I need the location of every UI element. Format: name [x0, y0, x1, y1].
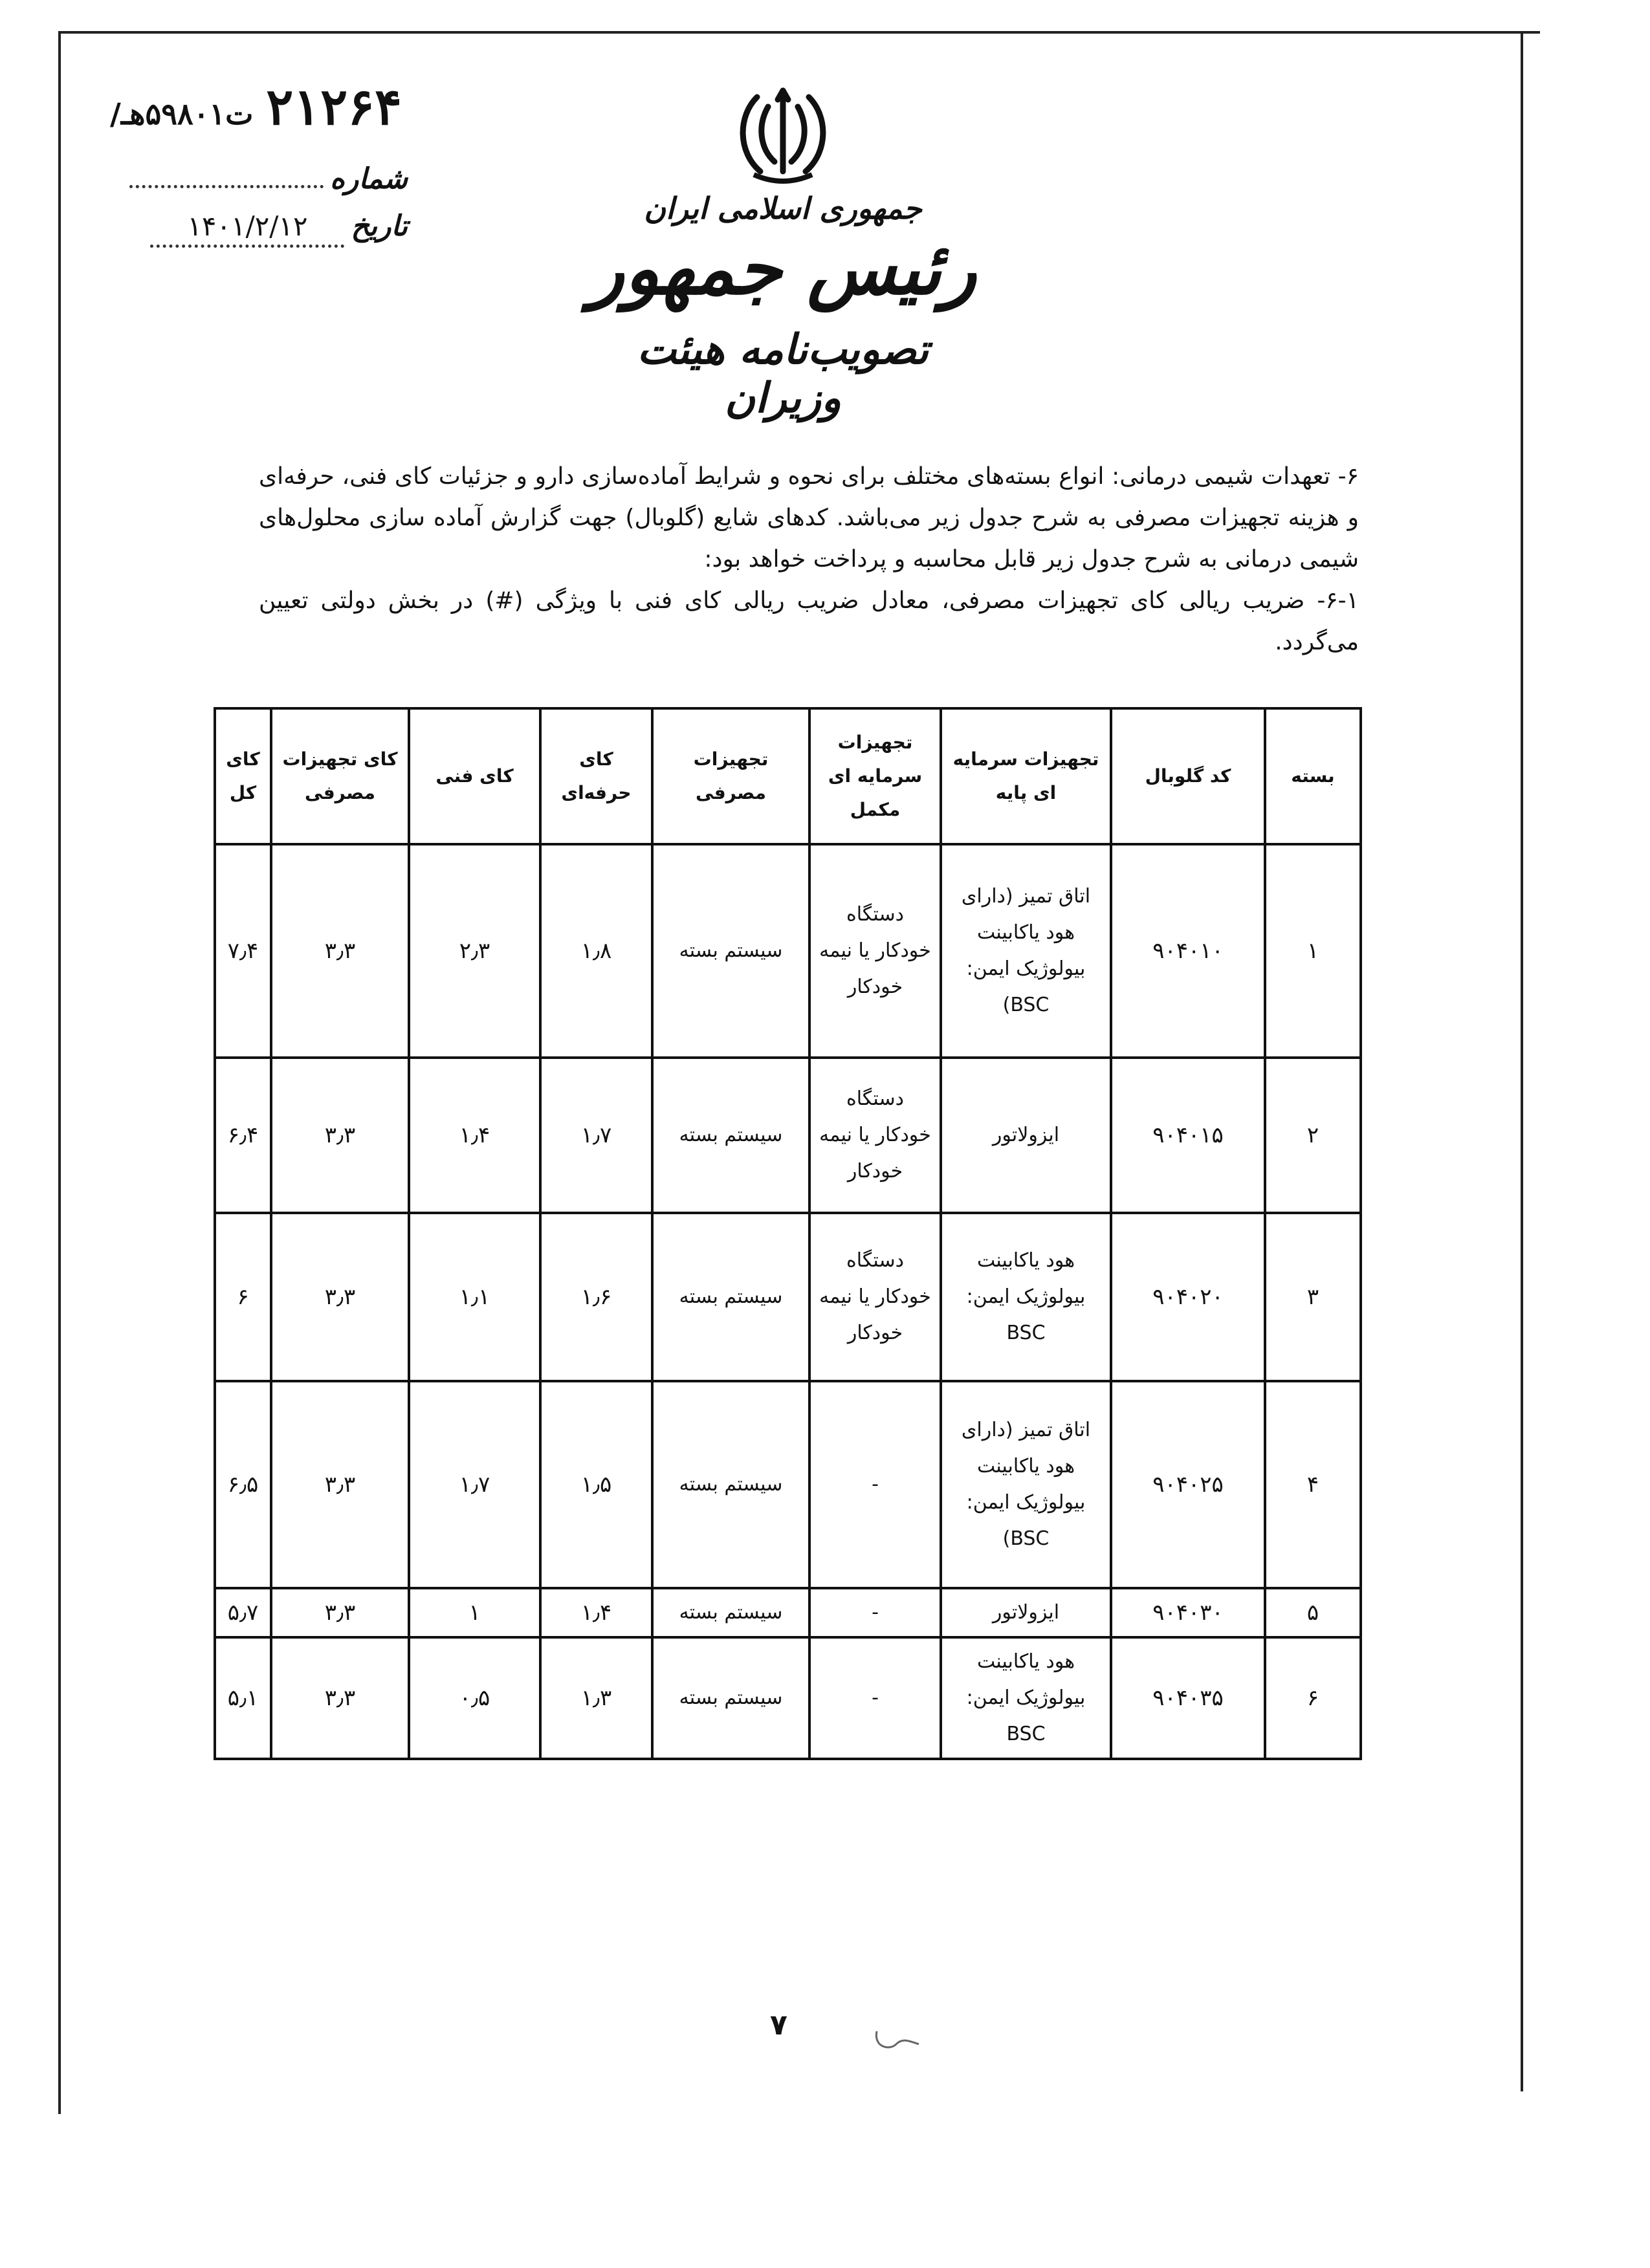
national-emblem-icon: [728, 78, 838, 188]
cell-total-k: ۷٫۴: [215, 844, 271, 1058]
approval-title: تصویب‌نامه هیئت وزیران: [637, 325, 929, 423]
paragraph-chemotherapy: ۶- تعهدات شیمی درمانی: انواع بسته‌های مختلف برای نحوه و شرایط آماده‌سازی دارو و جزئیات کای فنی، حرفه‌ای و هزینه تجهیزات مصرفی به شرح جدول زیر می‌باشد. کدهای شایع (گلوبال) جهت گزارش آماده سازی محلول‌های شیمی درمانی به شرح جدول زیر قابل محاسبه و پرداخت خواهد بود:: [259, 463, 1359, 572]
cell-total-k: ۶٫۵: [215, 1381, 271, 1588]
reference-number: ۲۱۲۶۴: [266, 78, 402, 136]
cell-professional-k: ۱٫۳: [540, 1637, 652, 1759]
cell-consumables-k: ۳٫۳: [271, 1588, 409, 1637]
cell-global-code: ۹۰۴۰۳۰: [1111, 1588, 1265, 1637]
date-row: [110, 210, 408, 248]
table-row: [215, 1381, 1361, 1588]
cell-consumables-k: ۳٫۳: [271, 1213, 409, 1381]
page-number: ۷: [770, 2009, 787, 2042]
header-package: بسته: [1265, 708, 1361, 844]
cell-global-code: ۹۰۴۰۲۵: [1111, 1381, 1265, 1588]
cell-consumables: سیستم بسته: [652, 1637, 809, 1759]
number-label: شماره: [329, 162, 408, 195]
cell-global-code: ۹۰۴۰۲۰: [1111, 1213, 1265, 1381]
number-row: [110, 162, 408, 195]
table-row: [215, 1058, 1361, 1213]
cell-consumables-k: ۳٫۳: [271, 1058, 409, 1213]
cell-total-k: ۵٫۷: [215, 1588, 271, 1637]
cell-professional-k: ۱٫۴: [540, 1588, 652, 1637]
page-border-left: [58, 31, 61, 2114]
cell-global-code: ۹۰۴۰۳۵: [1111, 1637, 1265, 1759]
table-row: [215, 1588, 1361, 1637]
cell-professional-k: ۱٫۵: [540, 1381, 652, 1588]
page-border-top: [58, 31, 1540, 34]
header-global-code: کد گلوبال: [1111, 708, 1265, 844]
cell-consumables: سیستم بسته: [652, 1381, 809, 1588]
cell-technical-k: ۲٫۳: [409, 844, 540, 1058]
cell-technical-k: ۰٫۵: [409, 1637, 540, 1759]
cell-package: ۲: [1265, 1058, 1361, 1213]
cell-professional-k: ۱٫۶: [540, 1213, 652, 1381]
cell-base-equipment: اتاق تمیز (دارای هود یاکابینت بیولوژیک ایمن: BSC): [941, 844, 1111, 1058]
letterhead: [582, 191, 984, 422]
cell-package: ۶: [1265, 1637, 1361, 1759]
cell-global-code: ۹۰۴۰۱۵: [1111, 1058, 1265, 1213]
table-row: [215, 1637, 1361, 1759]
date-label: تاریخ: [351, 210, 408, 243]
cell-professional-k: ۱٫۷: [540, 1058, 652, 1213]
letter-reference-block: [110, 78, 408, 248]
cell-complementary-equipment: دستگاه خودکار یا نیمه خودکار: [809, 844, 941, 1058]
cell-complementary-equipment: -: [809, 1381, 941, 1588]
cell-complementary-equipment: دستگاه خودکار یا نیمه خودکار: [809, 1058, 941, 1213]
cell-consumables-k: ۳٫۳: [271, 844, 409, 1058]
cell-technical-k: ۱٫۱: [409, 1213, 540, 1381]
paragraph-rial-coefficient: ۶-۱- ضریب ریالی کای تجهیزات مصرفی، معادل ضریب ریالی کای فنی با ویژگی (#) در بخش دولتی تعیین می‌گردد.: [259, 587, 1359, 655]
cell-complementary-equipment: -: [809, 1588, 941, 1637]
cell-base-equipment: اتاق تمیز (دارای هود یاکابینت بیولوژیک ایمن: BSC): [941, 1381, 1111, 1588]
republic-title: جمهوری اسلامی ایران: [644, 191, 922, 226]
cell-total-k: ۵٫۱: [215, 1637, 271, 1759]
cell-consumables: سیستم بسته: [652, 1213, 809, 1381]
cell-technical-k: ۱٫۴: [409, 1058, 540, 1213]
cell-total-k: ۶٫۴: [215, 1058, 271, 1213]
cell-professional-k: ۱٫۸: [540, 844, 652, 1058]
table-row: [215, 844, 1361, 1058]
cell-consumables: سیستم بسته: [652, 1058, 809, 1213]
cell-package: ۵: [1265, 1588, 1361, 1637]
cell-package: ۴: [1265, 1381, 1361, 1588]
cell-consumables: سیستم بسته: [652, 844, 809, 1058]
header-technical-k: کای فنی: [409, 708, 540, 844]
cell-package: ۱: [1265, 844, 1361, 1058]
reference-code: /ت۵۹۸۰۱هـ: [110, 96, 254, 131]
cell-consumables-k: ۳٫۳: [271, 1637, 409, 1759]
cell-complementary-equipment: دستگاه خودکار یا نیمه خودکار: [809, 1213, 941, 1381]
cell-total-k: ۶: [215, 1213, 271, 1381]
handwritten-mark-icon: [870, 2025, 922, 2057]
president-title: رئیس جمهور: [589, 226, 977, 311]
header-professional-k: کای حرفه‌ای: [540, 708, 652, 844]
cell-global-code: ۹۰۴۰۱۰: [1111, 844, 1265, 1058]
header-base-equipment: تجهیزات سرمایه ای پایه: [941, 708, 1111, 844]
cell-base-equipment: ایزولاتور: [941, 1588, 1111, 1637]
table-row: [215, 1213, 1361, 1381]
cell-technical-k: ۱٫۷: [409, 1381, 540, 1588]
header-consumables-k: کای تجهیزات مصرفی: [271, 708, 409, 844]
table-header-row: [215, 708, 1361, 844]
cell-complementary-equipment: -: [809, 1637, 941, 1759]
date-value: ۱۴۰۱/۲/۱۲: [150, 210, 344, 248]
header-complementary-equipment: تجهیزات سرمایه ای مکمل: [809, 708, 941, 844]
number-value: [129, 182, 324, 188]
cell-consumables-k: ۳٫۳: [271, 1381, 409, 1588]
cell-technical-k: ۱: [409, 1588, 540, 1637]
cell-package: ۳: [1265, 1213, 1361, 1381]
cell-consumables: سیستم بسته: [652, 1588, 809, 1637]
cell-base-equipment: هود یاکابینت بیولوژیک ایمن: BSC: [941, 1213, 1111, 1381]
packages-table: [214, 707, 1362, 1760]
document-body: [259, 456, 1359, 663]
cell-base-equipment: ایزولاتور: [941, 1058, 1111, 1213]
page-border-right: [1521, 31, 1523, 2091]
header-total-k: کای کل: [215, 708, 271, 844]
cell-base-equipment: هود یاکابینت بیولوژیک ایمن: BSC: [941, 1637, 1111, 1759]
header-consumables: تجهیزات مصرفی: [652, 708, 809, 844]
reference-line: [110, 78, 408, 136]
